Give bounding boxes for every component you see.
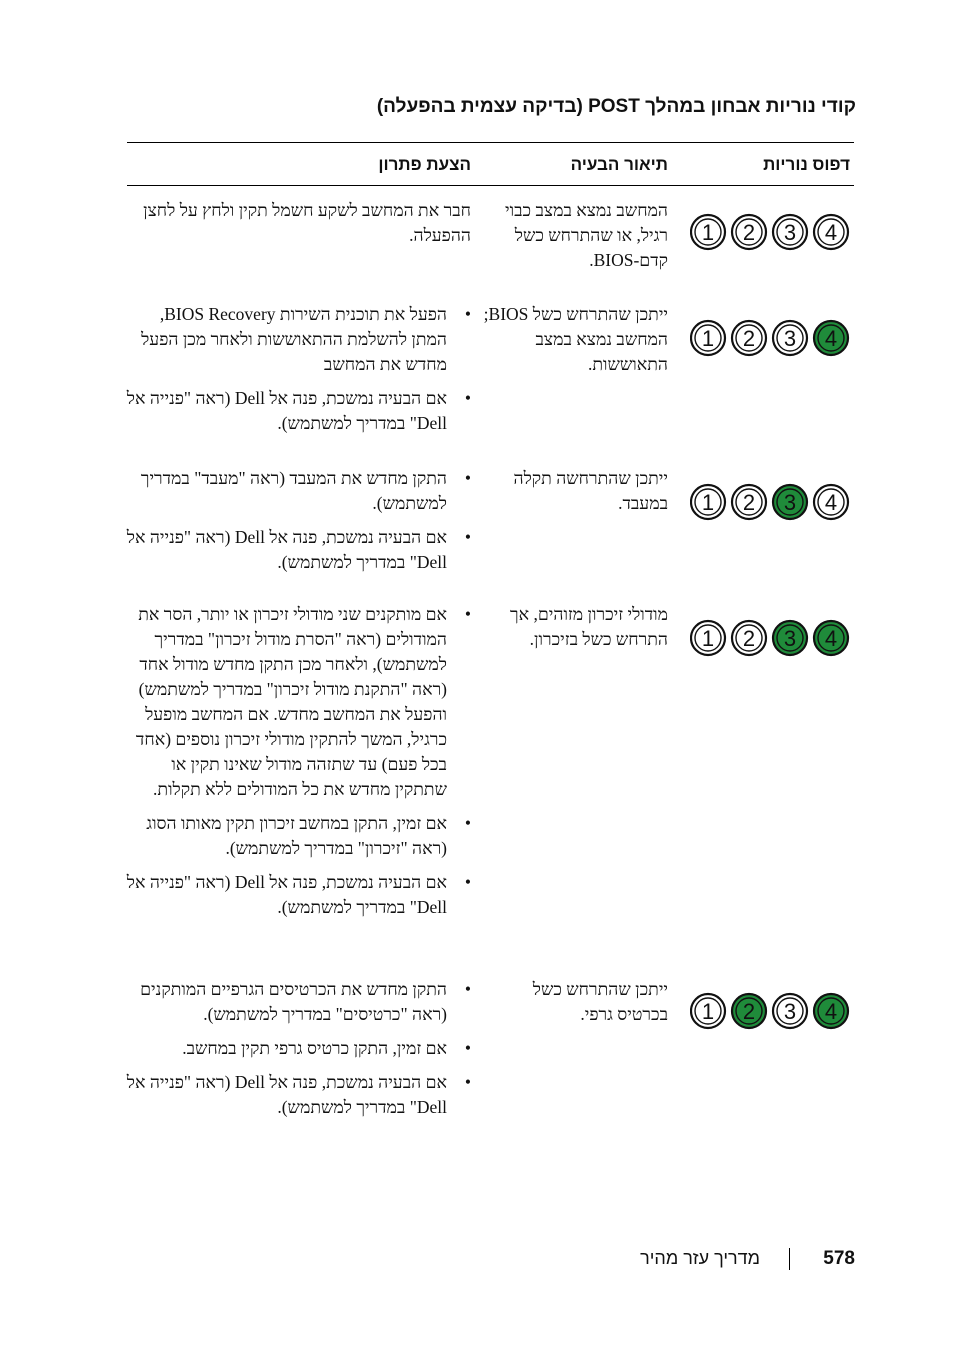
led-1-icon	[691, 485, 725, 519]
svg-text:3: 3	[783, 999, 797, 1024]
row-description: ייתכן שהתרחש כשל בכרטיס גרפי.	[532, 979, 668, 1024]
svg-text:4: 4	[824, 220, 838, 245]
svg-text:2: 2	[742, 999, 756, 1024]
svg-text:3: 3	[783, 626, 797, 651]
page-number: 578	[823, 1248, 855, 1269]
led-2-icon	[732, 485, 766, 519]
svg-text:3: 3	[783, 220, 797, 245]
led-indicators	[690, 991, 850, 1031]
svg-text:3: 3	[783, 490, 797, 515]
row-solutions	[121, 977, 471, 1129]
led-4-icon	[814, 321, 848, 355]
led-pattern	[690, 991, 850, 1031]
led-pattern	[690, 212, 850, 252]
svg-text:4: 4	[824, 490, 838, 515]
footer-title: מדריך עזר מהיר	[640, 1248, 760, 1268]
led-pattern	[690, 618, 850, 658]
led-pattern	[690, 318, 850, 358]
led-2-icon	[732, 215, 766, 249]
row-description: ייתכן שהתרחשה תקלה במעבד.	[513, 468, 668, 513]
solution-item: • אם הבעיה נמשכת, פנה אל Dell (ראה "פנייה אל Dell" במדריך למשתמש).	[121, 870, 471, 920]
row-description: מודולי זיכרון מזוהים, אך התרחש כשל בזיכרון.	[510, 604, 668, 649]
svg-text:4: 4	[824, 326, 838, 351]
solution-item: • אם הבעיה נמשכת, פנה אל Dell (ראה "פנייה אל Dell" במדריך למשתמש).	[121, 525, 471, 575]
row-solution: חבר את המחשב לשקע חשמל תקין ולחץ על לחצן ההפעלה.	[143, 200, 471, 245]
led-3-icon	[773, 994, 807, 1028]
svg-text:1: 1	[701, 326, 715, 351]
svg-text:2: 2	[742, 326, 756, 351]
svg-text:1: 1	[701, 220, 715, 245]
svg-text:1: 1	[701, 490, 715, 515]
led-pattern	[690, 482, 850, 522]
led-1-icon	[691, 215, 725, 249]
row-description: ייתכן שהתרחש כשל BIOS; המחשב נמצא במצב התאוששות.	[483, 304, 668, 374]
led-2-icon	[732, 321, 766, 355]
solution-item: • אם מותקנים שני מודולי זיכרון או יותר, הסר את המודולים (ראה "הסרת מודול זיכרון" במדריך למשתמש), ולאחר מכן התקן מחדש מודול אחד (ראה "התקנת מודול זיכרון" במדריך למשתמש) והפעל את המחשב מחדש. אם המחשב מופעל כרגיל, המשך להתקין מודולי זיכרון נוספים (אחד בכל פעם) עד שתזהה מודול שאינו תקין או שתתקין מחדש את כל המודולים ללא תקלות.	[121, 602, 471, 802]
solution-item: • אם הבעיה נמשכת, פנה אל Dell (ראה "פנייה אל Dell" במדריך למשתמש).	[121, 386, 471, 436]
column-header-solution: הצעת פתרון	[378, 155, 471, 174]
row-solutions	[121, 466, 471, 584]
footer-divider	[789, 1248, 790, 1270]
led-4-icon	[814, 215, 848, 249]
solution-item: • אם הבעיה נמשכת, פנה אל Dell (ראה "פנייה אל Dell" במדריך למשתמש).	[121, 1070, 471, 1120]
row-solutions	[121, 602, 471, 929]
led-indicators	[690, 482, 850, 522]
solution-item: • התקן מחדש את הכרטיסים הגרפיים המותקנים (ראה "כרטיסים" במדריך למשתמש).	[121, 977, 471, 1027]
led-3-icon	[773, 215, 807, 249]
svg-text:4: 4	[824, 626, 838, 651]
svg-text:3: 3	[783, 326, 797, 351]
led-1-icon	[691, 994, 725, 1028]
column-header-description: תיאור הבעיה	[570, 155, 668, 174]
table-top-rule	[127, 142, 854, 143]
svg-text:1: 1	[701, 999, 715, 1024]
svg-text:1: 1	[701, 626, 715, 651]
solution-item: • אם זמין, התקן במחשב זיכרון תקין מאותו הסוג (ראה "זיכרון" במדריך למשתמש).	[121, 811, 471, 861]
svg-text:4: 4	[824, 999, 838, 1024]
led-4-icon	[814, 994, 848, 1028]
led-3-icon	[773, 621, 807, 655]
led-1-icon	[691, 321, 725, 355]
led-2-icon	[732, 994, 766, 1028]
row-solutions	[121, 302, 471, 445]
led-1-icon	[691, 621, 725, 655]
led-3-icon	[773, 321, 807, 355]
led-2-icon	[732, 621, 766, 655]
column-header-pattern: דפוס נוריות	[763, 155, 850, 174]
section-heading: קודי נוריות אבחון במהלך POST (בדיקה עצמית בהפעלה)	[376, 96, 856, 117]
solution-item: • אם זמין, התקן כרטיס גרפי תקין במחשב.	[121, 1036, 471, 1061]
led-3-icon	[773, 485, 807, 519]
led-4-icon	[814, 621, 848, 655]
led-indicators	[690, 318, 850, 358]
led-4-icon	[814, 485, 848, 519]
solution-item: • התקן מחדש את המעבד (ראה "מעבד" במדריך למשתמש).	[121, 466, 471, 516]
svg-text:2: 2	[742, 626, 756, 651]
svg-text:2: 2	[742, 490, 756, 515]
svg-text:2: 2	[742, 220, 756, 245]
led-indicators	[690, 212, 850, 252]
row-description: המחשב נמצא במצב כבוי רגיל, או שהתרחש כשל קדם-BIOS.	[505, 200, 668, 270]
table-header-rule	[127, 185, 854, 186]
led-indicators	[690, 618, 850, 658]
solution-item: • הפעל את תוכנית השירות BIOS Recovery, המתן להשלמת ההתאוששות ולאחר מכן הפעל מחדש את המחשב	[121, 302, 471, 377]
